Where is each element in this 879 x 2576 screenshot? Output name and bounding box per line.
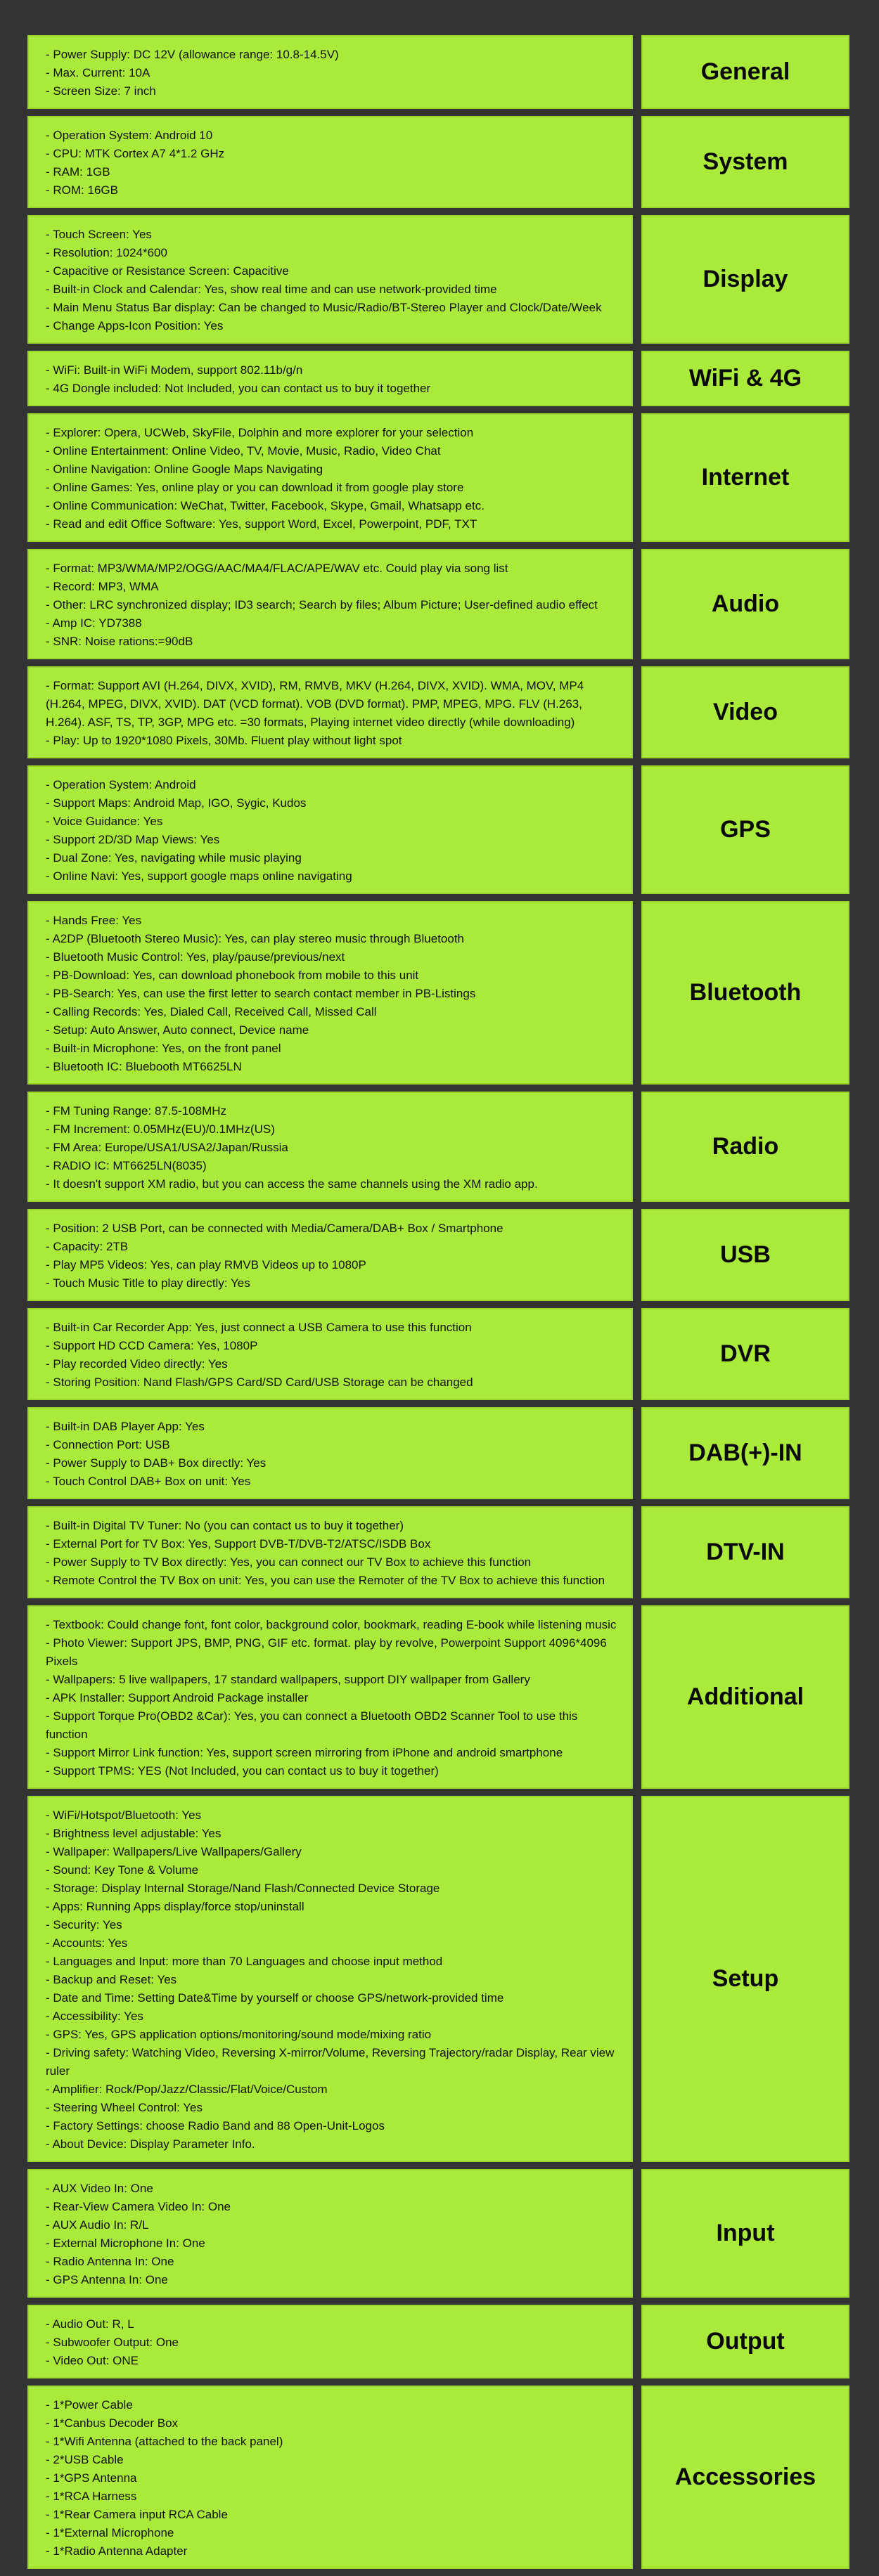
spec-line: - Online Navigation: Online Google Maps Navigating: [46, 462, 323, 476]
spec-category-label: USB: [641, 1209, 849, 1301]
spec-line: - Security: Yes: [46, 1918, 122, 1931]
spec-line: - External Microphone In: One: [46, 2237, 205, 2250]
spec-row: [27, 765, 849, 894]
spec-details: [27, 549, 633, 659]
spec-line: - FM Tuning Range: 87.5-108MHz: [46, 1104, 227, 1118]
spec-category-label: DAB(+)-IN: [641, 1407, 849, 1499]
spec-line: - Built-in DAB Player App: Yes: [46, 1420, 205, 1433]
spec-row: [27, 1796, 849, 2162]
spec-line: - Textbook: Could change font, font color, background color, bookmark, reading E-book while listening music: [46, 1618, 617, 1631]
spec-line: - Built-in Microphone: Yes, on the front panel: [46, 1042, 281, 1055]
spec-line: - Video Out: ONE: [46, 2354, 139, 2367]
spec-details: [27, 666, 633, 758]
spec-line: - Power Supply: DC 12V (allowance range: 10.8-14.5V): [46, 48, 339, 61]
spec-category-label: WiFi & 4G: [641, 351, 849, 406]
spec-line: - Built-in Clock and Calendar: Yes, show real time and can use network-provided time: [46, 283, 497, 296]
spec-line: - Voice Guidance: Yes: [46, 815, 163, 828]
spec-line: - Online Entertainment: Online Video, TV, Movie, Music, Radio, Video Chat: [46, 444, 441, 458]
spec-line: - Record: MP3, WMA: [46, 580, 159, 593]
spec-line: - Power Supply to TV Box directly: Yes, you can connect our TV Box to achieve this function: [46, 1555, 532, 1569]
spec-row: [27, 1506, 849, 1598]
spec-line: - PB-Search: Yes, can use the first letter to search contact member in PB-Listings: [46, 987, 476, 1000]
spec-line: - CPU: MTK Cortex A7 4*1.2 GHz: [46, 147, 225, 160]
spec-line: - GPS Antenna In: One: [46, 2273, 168, 2286]
spec-line: - Touch Screen: Yes: [46, 228, 152, 241]
spec-line: - Support HD CCD Camera: Yes, 1080P: [46, 1339, 258, 1352]
spec-line: - 1*GPS Antenna: [46, 2471, 137, 2485]
spec-details: [27, 1407, 633, 1499]
spec-line: - Amp IC: YD7388: [46, 616, 142, 630]
spec-line: - Backup and Reset: Yes: [46, 1973, 177, 1986]
spec-line: - Wallpaper: Wallpapers/Live Wallpapers/Gallery: [46, 1845, 302, 1858]
spec-details: [27, 1605, 633, 1789]
spec-line: - SNR: Noise rations:=90dB: [46, 635, 193, 648]
spec-category-label: DVR: [641, 1308, 849, 1400]
spec-category-label: Display: [641, 215, 849, 344]
spec-line: - Rear-View Camera Video In: One: [46, 2200, 231, 2213]
spec-line: - Hands Free: Yes: [46, 914, 142, 927]
spec-row: [27, 351, 849, 406]
spec-line: - Apps: Running Apps display/force stop/uninstall: [46, 1900, 304, 1913]
spec-line: - Factory Settings: choose Radio Band and 88 Open-Unit-Logos: [46, 2119, 385, 2132]
spec-row: [27, 901, 849, 1085]
spec-details: [27, 1506, 633, 1598]
spec-row: [27, 1092, 849, 1202]
spec-line: - Online Games: Yes, online play or you can download it from google play store: [46, 481, 464, 494]
spec-details: [27, 413, 633, 542]
spec-line: - Main Menu Status Bar display: Can be changed to Music/Radio/BT-Stereo Player and Clock/Date/Week: [46, 301, 602, 314]
spec-line: - Languages and Input: more than 70 Languages and choose input method: [46, 1955, 443, 1968]
spec-line: - Audio Out: R, L: [46, 2317, 134, 2331]
spec-details: [27, 765, 633, 894]
spec-line: - AUX Audio In: R/L: [46, 2218, 149, 2232]
spec-details: [27, 116, 633, 208]
spec-row: [27, 666, 849, 758]
spec-details: [27, 1092, 633, 1202]
spec-line: - Subwoofer Output: One: [46, 2336, 179, 2349]
spec-line: - Touch Music Title to play directly: Yes: [46, 1276, 250, 1290]
spec-line: - 2*USB Cable: [46, 2453, 124, 2466]
spec-line: - Resolution: 1024*600: [46, 246, 167, 259]
spec-details: [27, 2386, 633, 2569]
spec-details: [27, 901, 633, 1085]
spec-line: - Connection Port: USB: [46, 1438, 170, 1451]
spec-details: [27, 1796, 633, 2162]
spec-line: - Online Navi: Yes, support google maps online navigating: [46, 869, 352, 883]
spec-line: - Format: Support AVI (H.264, DIVX, XVID), RM, RMVB, MKV (H.264, DIVX, XVID). WMA, MOV, MP4 (H.264, MPEG, DIVX, XVID). DAT (VCD format). VOB (DVD format). PMP, MPEG, MPG. FLV (H.263, H.264). ASF, TS, TP, 3GP, MPG etc. =30 formats, Playing internet video directly (while downloading): [46, 679, 584, 729]
spec-row: [27, 2386, 849, 2569]
spec-row: [27, 2305, 849, 2378]
spec-row: [27, 549, 849, 659]
spec-line: - Calling Records: Yes, Dialed Call, Received Call, Missed Call: [46, 1005, 377, 1018]
spec-category-label: Bluetooth: [641, 901, 849, 1085]
spec-line: - Position: 2 USB Port, can be connected with Media/Camera/DAB+ Box / Smartphone: [46, 1222, 503, 1235]
spec-line: - Power Supply to DAB+ Box directly: Yes: [46, 1456, 267, 1470]
spec-table: [27, 35, 849, 2576]
spec-category-label: Video: [641, 666, 849, 758]
spec-line: - Storing Position: Nand Flash/GPS Card/SD Card/USB Storage can be changed: [46, 1376, 473, 1389]
spec-line: - Max. Current: 10A: [46, 66, 150, 79]
spec-line: - Capacity: 2TB: [46, 1240, 129, 1253]
spec-line: - Accounts: Yes: [46, 1936, 128, 1950]
spec-line: - APK Installer: Support Android Package installer: [46, 1691, 309, 1704]
spec-details: [27, 2169, 633, 2298]
spec-line: - AUX Video In: One: [46, 2182, 153, 2195]
spec-category-label: Accessories: [641, 2386, 849, 2569]
spec-category-label: System: [641, 116, 849, 208]
spec-row: [27, 215, 849, 344]
spec-category-label: Additional: [641, 1605, 849, 1789]
spec-line: - Support Torque Pro(OBD2 &Car): Yes, you can connect a Bluetooth OBD2 Scanner Tool to use this function: [46, 1709, 578, 1741]
spec-line: - Bluetooth IC: Bluebooth MT6625LN: [46, 1060, 242, 1073]
spec-line: - Support Maps: Android Map, IGO, Sygic, Kudos: [46, 796, 307, 810]
spec-category-label: Input: [641, 2169, 849, 2298]
spec-line: - Setup: Auto Answer, Auto connect, Device name: [46, 1023, 309, 1037]
spec-line: - RAM: 1GB: [46, 165, 110, 179]
spec-line: - Sound: Key Tone & Volume: [46, 1863, 199, 1877]
spec-row: [27, 35, 849, 109]
spec-line: - It doesn't support XM radio, but you can access the same channels using the XM radio app.: [46, 1177, 538, 1191]
spec-line: - Built-in Car Recorder App: Yes, just connect a USB Camera to use this function: [46, 1321, 472, 1334]
spec-line: - Screen Size: 7 inch: [46, 84, 156, 98]
spec-line: - Photo Viewer: Support JPS, BMP, PNG, GIF etc. format. play by revolve, Powerpoint Support 4096*4096 Pixels: [46, 1636, 607, 1668]
spec-row: [27, 1308, 849, 1400]
spec-line: - RADIO IC: MT6625LN(8035): [46, 1159, 207, 1172]
spec-category-label: Audio: [641, 549, 849, 659]
spec-line: - FM Area: Europe/USA1/USA2/Japan/Russia: [46, 1141, 288, 1154]
spec-line: - Play: Up to 1920*1080 Pixels, 30Mb. Fluent play without light spot: [46, 734, 402, 747]
spec-row: [27, 1407, 849, 1499]
spec-line: - Wallpapers: 5 live wallpapers, 17 standard wallpapers, support DIY wallpaper from Gallery: [46, 1673, 530, 1686]
spec-line: - Brightness level adjustable: Yes: [46, 1827, 222, 1840]
spec-line: - Support TPMS: YES (Not Included, you can contact us to buy it together): [46, 1764, 439, 1778]
spec-line: - Support Mirror Link function: Yes, support screen mirroring from iPhone and android smartphone: [46, 1746, 563, 1759]
spec-line: - Remote Control the TV Box on unit: Yes, you can use the Remoter of the TV Box to achieve this function: [46, 1574, 605, 1587]
spec-line: - A2DP (Bluetooth Stereo Music): Yes, can play stereo music through Bluetooth: [46, 932, 465, 945]
spec-row: [27, 413, 849, 542]
spec-category-label: General: [641, 35, 849, 109]
spec-line: - Radio Antenna In: One: [46, 2255, 174, 2268]
spec-line: - Change Apps-Icon Position: Yes: [46, 319, 224, 332]
spec-line: - FM Increment: 0.05MHz(EU)/0.1MHz(US): [46, 1122, 275, 1136]
spec-line: - External Port for TV Box: Yes, Support DVB-T/DVB-T2/ATSC/ISDB Box: [46, 1537, 431, 1551]
spec-line: - Play MP5 Videos: Yes, can play RMVB Videos up to 1080P: [46, 1258, 366, 1271]
spec-line: - Play recorded Video directly: Yes: [46, 1357, 228, 1371]
spec-line: - Date and Time: Setting Date&Time by yourself or choose GPS/network-provided time: [46, 1991, 504, 2005]
spec-details: [27, 351, 633, 406]
spec-line: - Driving safety: Watching Video, Reversing X-mirror/Volume, Reversing Trajectory/radar Display, Rear view ruler: [46, 2046, 615, 2078]
spec-line: - 1*Wifi Antenna (attached to the back panel): [46, 2435, 283, 2448]
spec-row: [27, 1605, 849, 1789]
spec-category-label: Setup: [641, 1796, 849, 2162]
spec-details: [27, 1308, 633, 1400]
spec-line: - Support 2D/3D Map Views: Yes: [46, 833, 220, 846]
spec-details: [27, 215, 633, 344]
spec-details: [27, 35, 633, 109]
spec-line: - 1*Power Cable: [46, 2398, 133, 2412]
spec-line: - Storage: Display Internal Storage/Nand Flash/Connected Device Storage: [46, 1882, 440, 1895]
spec-line: - ROM: 16GB: [46, 183, 118, 197]
spec-line: - About Device: Display Parameter Info.: [46, 2137, 255, 2151]
spec-line: - 1*Rear Camera input RCA Cable: [46, 2508, 228, 2521]
spec-line: - Read and edit Office Software: Yes, support Word, Excel, Powerpoint, PDF, TXT: [46, 517, 477, 531]
spec-line: - Steering Wheel Control: Yes: [46, 2101, 203, 2114]
spec-line: - Bluetooth Music Control: Yes, play/pause/previous/next: [46, 950, 345, 964]
spec-line: - Built-in Digital TV Tuner: No (you can contact us to buy it together): [46, 1519, 404, 1532]
spec-line: - Amplifier: Rock/Pop/Jazz/Classic/Flat/Voice/Custom: [46, 2083, 328, 2096]
spec-category-label: Radio: [641, 1092, 849, 1202]
spec-line: - GPS: Yes, GPS application options/monitoring/sound mode/mixing ratio: [46, 2028, 432, 2041]
spec-line: - 1*RCA Harness: [46, 2490, 137, 2503]
spec-line: - Dual Zone: Yes, navigating while music playing: [46, 851, 302, 865]
spec-line: - 1*Radio Antenna Adapter: [46, 2544, 188, 2558]
spec-line: - Touch Control DAB+ Box on unit: Yes: [46, 1475, 251, 1488]
spec-line: - PB-Download: Yes, can download phonebook from mobile to this unit: [46, 969, 419, 982]
spec-line: - 4G Dongle included: Not Included, you can contact us to buy it together: [46, 382, 431, 395]
spec-line: - Explorer: Opera, UCWeb, SkyFile, Dolphin and more explorer for your selection: [46, 426, 474, 439]
spec-category-label: GPS: [641, 765, 849, 894]
spec-line: - Capacitive or Resistance Screen: Capacitive: [46, 264, 289, 278]
spec-row: [27, 2169, 849, 2298]
spec-details: [27, 1209, 633, 1301]
spec-line: - Online Communication: WeChat, Twitter, Facebook, Skype, Gmail, Whatsapp etc.: [46, 499, 485, 512]
spec-row: [27, 116, 849, 208]
spec-line: - 1*Canbus Decoder Box: [46, 2416, 179, 2430]
spec-line: - Other: LRC synchronized display; ID3 search; Search by files; Album Picture; User-defined audio effect: [46, 598, 598, 611]
spec-line: - Format: MP3/WMA/MP2/OGG/AAC/MA4/FLAC/APE/WAV etc. Could play via song list: [46, 562, 508, 575]
spec-category-label: Internet: [641, 413, 849, 542]
spec-category-label: DTV-IN: [641, 1506, 849, 1598]
spec-category-label: Output: [641, 2305, 849, 2378]
spec-line: - Operation System: Android: [46, 778, 196, 791]
spec-line: - Accessibility: Yes: [46, 2009, 143, 2023]
spec-row: [27, 1209, 849, 1301]
spec-line: - 1*External Microphone: [46, 2526, 174, 2539]
spec-line: - WiFi/Hotspot/Bluetooth: Yes: [46, 1808, 202, 1822]
spec-details: [27, 2305, 633, 2378]
spec-line: - WiFi: Built-in WiFi Modem, support 802.11b/g/n: [46, 363, 303, 377]
spec-line: - Operation System: Android 10: [46, 129, 213, 142]
